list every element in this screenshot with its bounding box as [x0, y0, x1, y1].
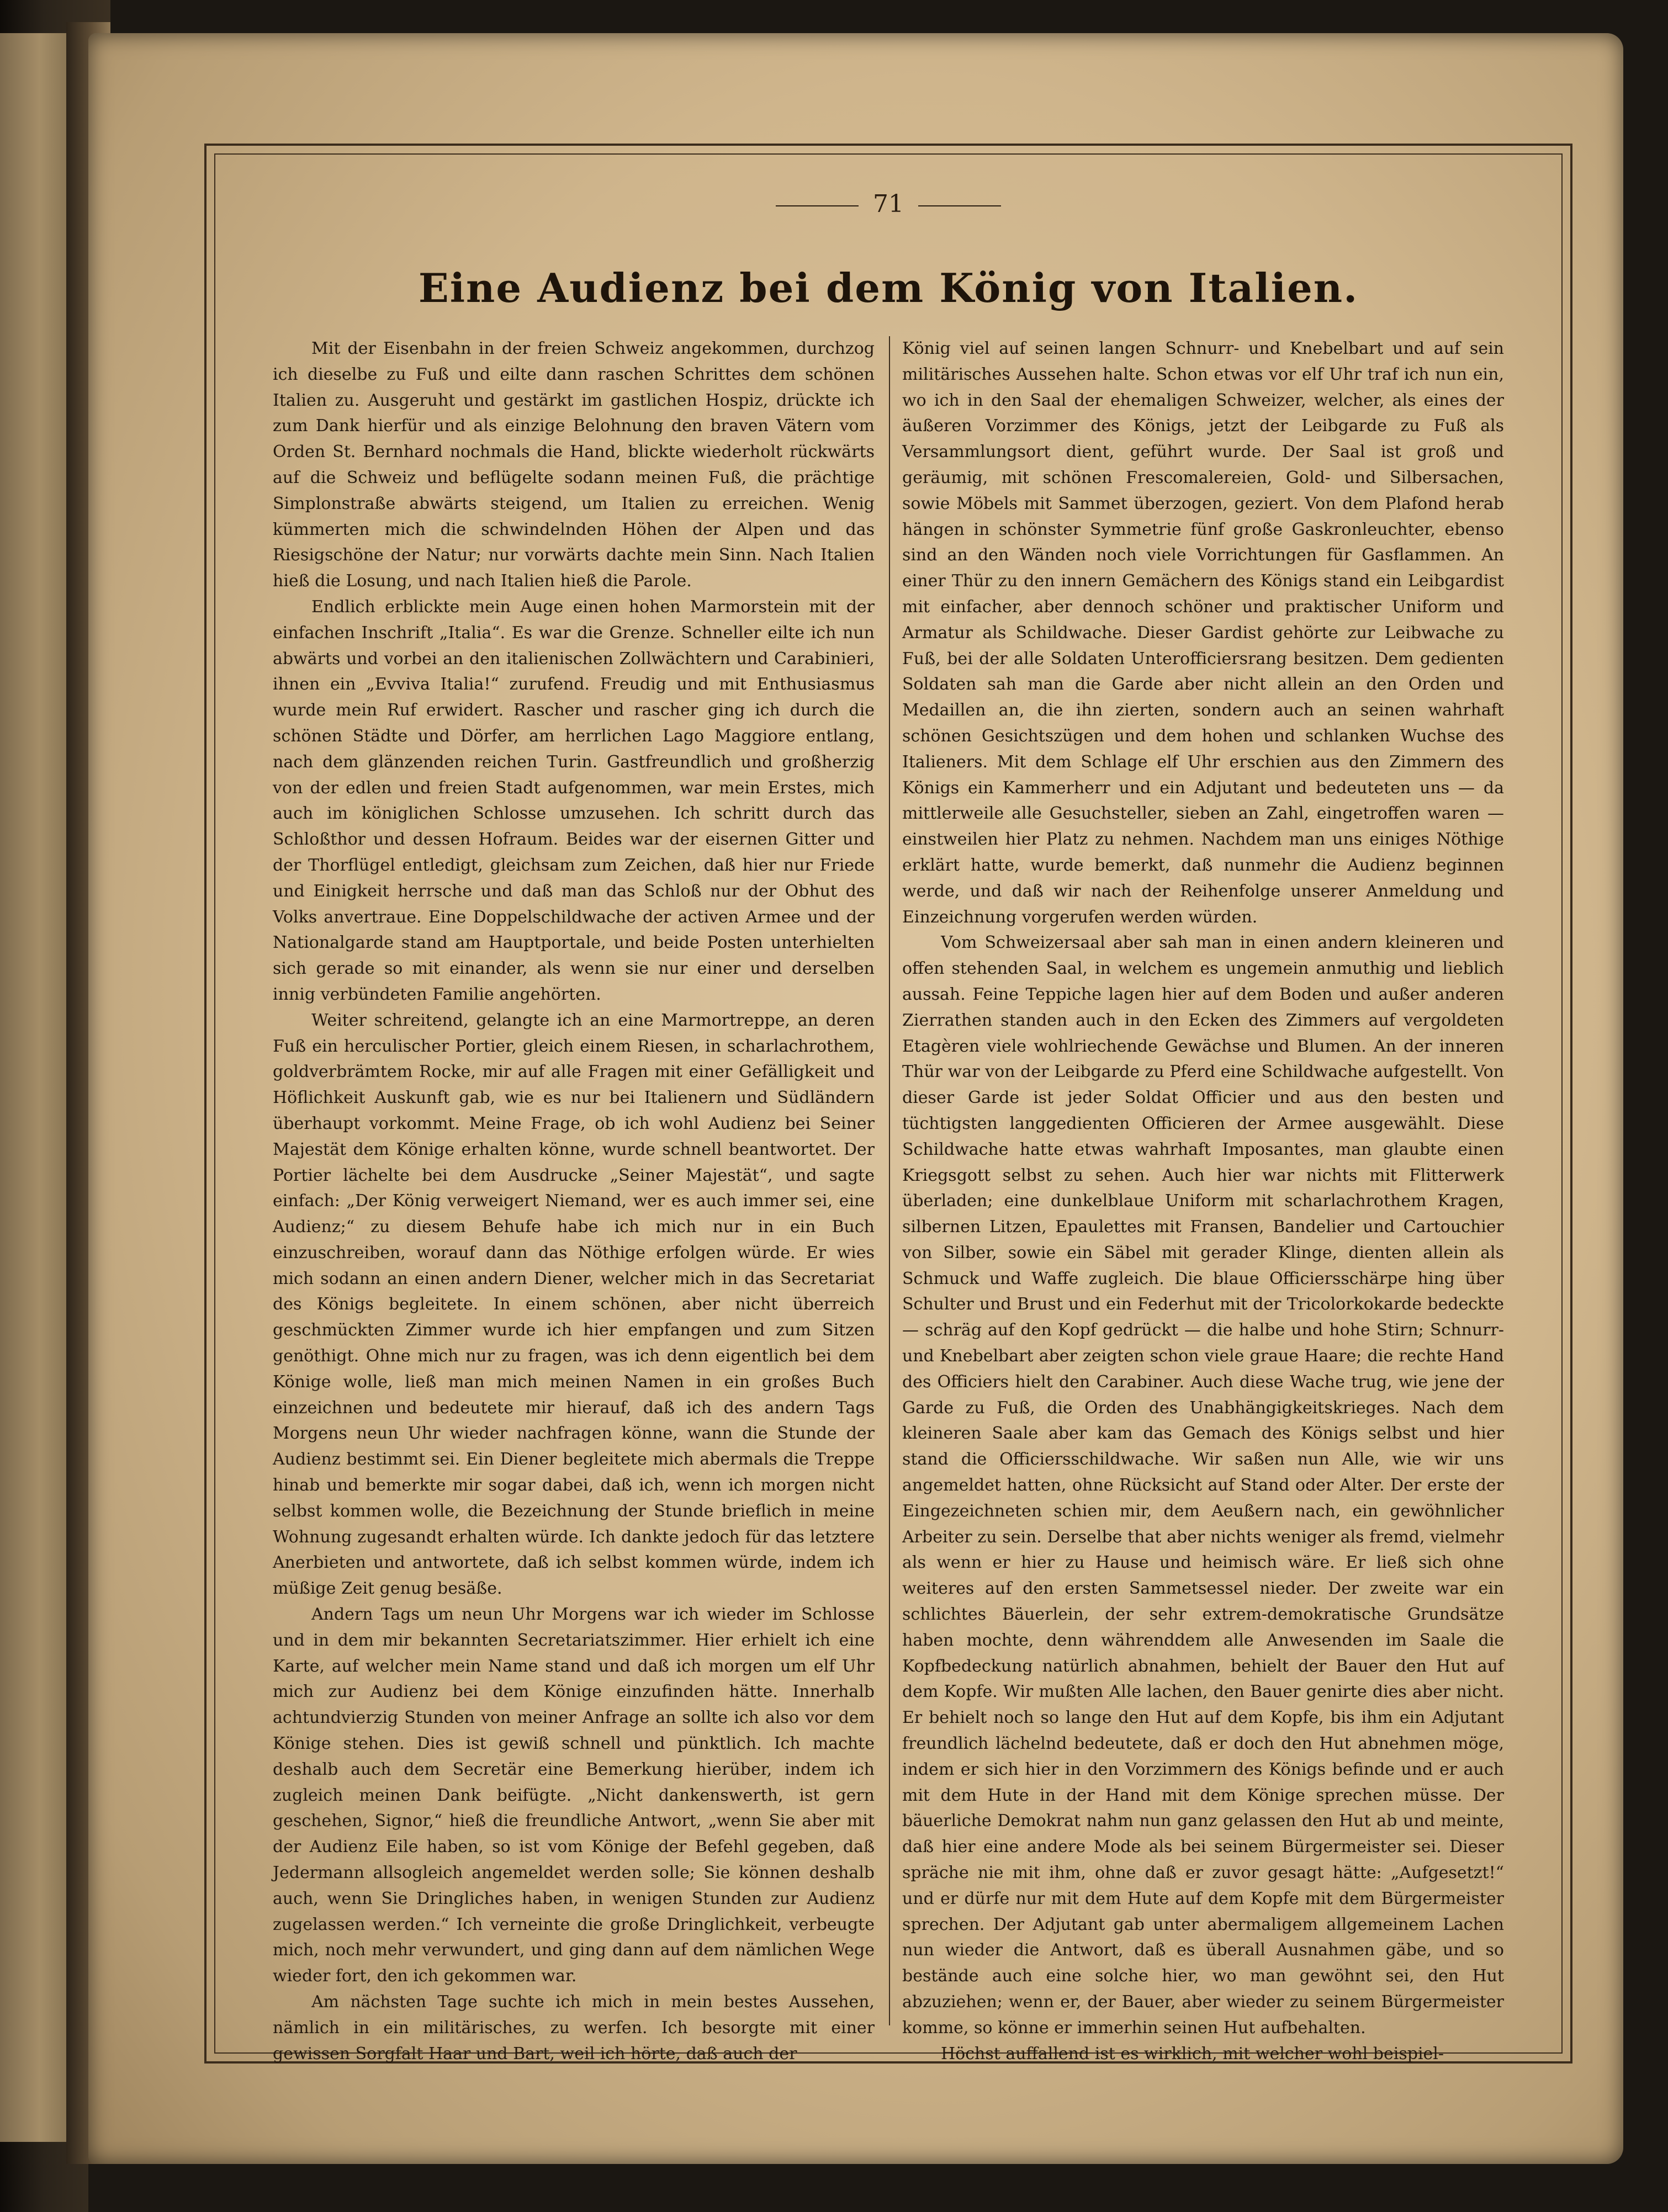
paragraph: Andern Tags um neun Uhr Morgens war ich wieder im Schlosse und in dem mir bekannten Secretariatszimmer. Hier erhielt ich eine Karte, auf welcher mein Name stand und daß ich morgen um elf Uhr mich zur Audienz bei dem Könige einzufinden hätte. Innerhalb achtundvierzig Stunden von meiner Anfrage an sollte ich also vor dem Könige stehen. Dies ist gewiß schnell und pünktlich. Ich machte deshalb auch dem Secretär eine Bemerkung hierüber, indem ich zugleich meinen Dank beifügte. „Nicht dankenswerth, ist gern geschehen, Signor,“ hieß die freundliche Antwort, „wenn Sie aber mit der Audienz Eile haben, so ist vom Könige der Befehl gegeben, daß Jedermann allsogleich angemeldet werden solle; Sie können deshalb auch, wenn Sie Dringliches haben, in wenigen Stunden zur Audienz zugelassen werden.“ Ich verneinte die große Dringlichkeit, verbeugte mich, noch mehr verwundert, und ging dann auf dem nämlichen Wege wieder fort, den ich gekommen war.	[273, 1605, 875, 1986]
paragraph: Endlich erblickte mein Auge einen hohen Marmorstein mit der einfachen Inschrift „Italia“. Es war die Grenze. Schneller eilte ich nun abwärts und vorbei an den italienischen Zollwächtern und Carabinieri, ihnen ein „Evviva Italia!“ zurufend. Freudig und mit Enthusiasmus wurde mein Ruf erwidert. Rascher und rascher ging ich durch die schönen Städte und Dörfer, am herrlichen Lago Maggiore entlang, nach dem glänzenden reichen Turin. Gastfreundlich und großherzig von der edlen und freien Stadt aufgenommen, war mein Erstes, mich auch im königlichen Schlosse umzusehen. Ich schritt durch das Schloßthor und dessen Hofraum. Beides war der eisernen Gitter und der Thorflügel entledigt, gleichsam zum Zeichen, daß hier nur Friede und Einigkeit herrsche und daß man das Schloß nur der Obhut des Volks anvertraue. Eine Doppelschildwache der activen Armee und der Nationalgarde stand am Hauptportale, und beide Posten unterhielten sich gerade so mit einander, als wenn sie nur einer und derselben innig verbündeten Familie angehörten.	[273, 597, 875, 1004]
page-number	[206, 190, 1570, 218]
article-title: Eine Audienz bei dem König von Italien.	[418, 264, 1359, 311]
column-divider	[889, 336, 890, 2025]
page-frame	[204, 144, 1572, 2064]
previous-page-edge	[0, 33, 66, 2142]
paragraph: Am nächsten Tage suchte ich mich in mein bestes Aussehen, nämlich in ein militärisches, zu werfen. Ich besorgte mit einer gewissen Sorgfalt Haar und Bart, weil ich hörte, daß auch der	[273, 1992, 875, 2064]
text-column-right	[902, 336, 1504, 2067]
book-page	[88, 33, 1623, 2164]
bottom-edge	[88, 2164, 1623, 2212]
paragraph: Mit der Eisenbahn in der freien Schweiz angekommen, durchzog ich dieselbe zu Fuß und eilte dann raschen Schrittes dem schönen Italien zu. Ausgeruht und gestärkt im gastlichen Hospiz, drückte ich zum Dank hierfür und als einzige Belohnung den braven Vätern vom Orden St. Bernhard nochmals die Hand, blickte wiederholt rückwärts auf die Schweiz und beflügelte sodann meinen Fuß, die prächtige Simplonstraße abwärts steigend, um Italien zu erreichen. Wenig kümmerten mich die schwindelnden Höhen der Alpen und das Riesigschöne der Natur; nur vorwärts dachte mein Sinn. Nach Italien hieß die Losung, und nach Italien hieß die Parole.	[273, 339, 875, 591]
page-number-text: 71	[873, 190, 904, 218]
paragraph: Weiter schreitend, gelangte ich an eine Marmortreppe, an deren Fuß ein herculischer Portier, gleich einem Riesen, in scharlachrothem, goldverbrämtem Rocke, mir auf alle Fragen mit einer Gefälligkeit und Höflichkeit Auskunft gab, wie es nur bei Italienern und Südländern überhaupt vorkommt. Meine Frage, ob ich wohl Audienz bei Seiner Majestät dem Könige erhalten könne, wurde schnell beantwortet. Der Portier lächelte bei dem Ausdrucke „Seiner Majestät“, und sagte einfach: „Der König verweigert Niemand, wer es auch immer sei, eine Audienz;“ zu diesem Behufe habe ich mich nur in ein Buch einzuschreiben, worauf dann das Nöthige erfolgen würde. Er wies mich sodann an einen andern Diener, welcher mich in das Secretariat des Königs begleitete. In einem schönen, aber nicht überreich geschmückten Zimmer wurde ich hier empfangen und zum Sitzen genöthigt. Ohne mich nur zu fragen, was ich denn eigentlich bei dem Könige wolle, ließ man mich meinen Namen in ein großes Buch einzeichnen und bedeutete mir hierauf, daß ich des andern Tags Morgens neun Uhr wieder nachfragen könne, wann die Stunde der Audienz bestimmt sei. Ein Diener begleitete mich abermals die Treppe hinab und bemerkte mir sogar dabei, daß ich, wenn ich morgen nicht selbst kommen wolle, die Bezeichnung der Stunde brieflich in meine Wohnung zugesandt erhalten würde. Ich dankte jedoch für das letztere Anerbieten und antwortete, daß ich selbst kommen würde, indem ich müßige Zeit genug besäße.	[273, 1010, 875, 1599]
paragraph: Höchst auffallend ist es wirklich, mit welcher wohl beispiel-	[941, 2044, 1444, 2064]
text-column-left	[273, 336, 875, 2067]
ornament-rule-left	[776, 205, 859, 206]
paragraph: Vom Schweizersaal aber sah man in einen andern kleineren und offen stehenden Saal, in welchem es ungemein anmuthig und lieblich aussah. Feine Teppiche lagen hier auf dem Boden und außer anderen Zierrathen standen auch in den Ecken des Zimmers auf vergoldeten Etagèren viele wohlriechende Gewächse und Blumen. An der inneren Thür war von der Leibgarde zu Pferd eine Schildwache aufgestellt. Von dieser Garde ist jeder Soldat Officier und aus den besten und tüchtigsten langgedienten Officieren der Armee ausgewählt. Diese Schildwache hatte etwas wahrhaft Imposantes, man glaubte einen Kriegsgott selbst zu sehen. Auch hier war nichts mit Flitterwerk überladen; eine dunkelblaue Uniform mit scharlachrothem Kragen, silbernen Litzen, Epaulettes mit Fransen, Bandelier und Cartouchier von Silber, sowie ein Säbel mit gerader Klinge, dienten allein als Schmuck und Waffe zugleich. Die blaue Officiersschärpe hing über Schulter und Brust und ein Federhut mit der Tricolorkokarde bedeckte — schräg auf den Kopf gedrückt — die halbe und hohe Stirn; Schnurr- und Knebelbart aber zeigten schon viele graue Haare; die rechte Hand des Officiers hielt den Carabiner. Auch diese Wache trug, wie jene der Garde zu Fuß, die Orden des Unabhängigkeitskrieges. Nach dem kleineren Saale aber kam das Gemach des Königs selbst und hier stand die Officiersschildwache. Wir saßen nun Alle, wie wir uns angemeldet hatten, ohne Rücksicht auf Stand oder Alter. Der erste der Eingezeichneten schien mir, dem Aeußern nach, ein gewöhnlicher Arbeiter zu sein. Derselbe that aber nichts weniger als fremd, vielmehr als wenn er hier zu Hause und heimisch wäre. Er ließ sich ohne weiteres auf den ersten Sammetsessel nieder. Der zweite war ein schlichtes Bäuerlein, der sehr extrem-demokratische Grundsätze haben mochte, denn währenddem alle Anwesenden im Saale die Kopfbedeckung natürlich abnahmen, behielt der Bauer den Hut auf dem Kopfe. Wir mußten Alle lachen, den Bauer genirte dies aber nicht. Er behielt noch so lange den Hut auf dem Kopfe, bis ihm ein Adjutant freundlich lächelnd bedeutete, daß er doch den Hut abnehmen möge, indem er sich hier in den Vorzimmern des Königs befinde und er auch mit dem Hute in der Hand mit dem Könige sprechen müsse. Der bäuerliche Demokrat nahm nun ganz gelassen den Hut ab und meinte, daß hier eine andere Mode als bei seinem Bürgermeister sei. Dieser spräche nie mit ihm, ohne daß er zuvor gesagt hätte: „Aufgesetzt!“ und er dürfe nur mit dem Hute auf dem Kopfe mit dem Bürgermeister sprechen. Der Adjutant gab unter abermaligem allgemeinem Lachen nun wieder die Antwort, daß es überall Ausnahmen gäbe, und so bestände auch eine solche hier, wo man gewöhnt sei, den Hut abzuziehen; wenn er, der Bauer, aber wieder zu seinem Bürgermeister komme, so könne er immerhin seinen Hut aufbehalten.	[902, 933, 1504, 2038]
ornament-rule-right	[918, 205, 1001, 206]
paragraph: König viel auf seinen langen Schnurr- und Knebelbart und auf sein militärisches Aussehen halte. Schon etwas vor elf Uhr traf ich nun ein, wo ich in den Saal der ehemaligen Schweizer, welcher, als eines der äußeren Vorzimmer des Königs, jetzt der Leibgarde zu Fuß als Versammlungsort dient, geführt wurde. Der Saal ist groß und geräumig, mit schönen Frescomalereien, Gold- und Silbersachen, sowie Möbels mit Sammet überzogen, geziert. Von dem Plafond herab hängen in schönster Symmetrie fünf große Gaskronleuchter, ebenso sind an den Wänden noch viele Vorrichtungen für Gasflammen. An einer Thür zu den innern Gemächern des Königs stand ein Leibgardist mit einfacher, aber dennoch schöner und praktischer Uniform und Armatur als Schildwache. Dieser Gardist gehörte zur Leibwache zu Fuß, bei der alle Soldaten Unterofficiersrang besitzen. Dem gedienten Soldaten sah man die Garde aber nicht allein an den Orden und Medaillen an, die ihn zierten, sondern auch an seinen wahrhaft schönen Gesichtszügen und dem hohen und schlanken Wuchse des Italieners. Mit dem Schlage elf Uhr erschien aus den Zimmern des Königs ein Kammerherr und ein Adjutant und bedeuteten uns — da mittlerweile alle Gesuchsteller, sieben an Zahl, eingetroffen waren — einstweilen hier Platz zu nehmen. Nachdem man uns einiges Nöthige erklärt hatte, wurde bemerkt, daß nunmehr die Audienz beginnen werde, und daß wir nach der Reihenfolge unserer Anmeldung und Einzeichnung vorgerufen werden würden.	[902, 339, 1504, 927]
